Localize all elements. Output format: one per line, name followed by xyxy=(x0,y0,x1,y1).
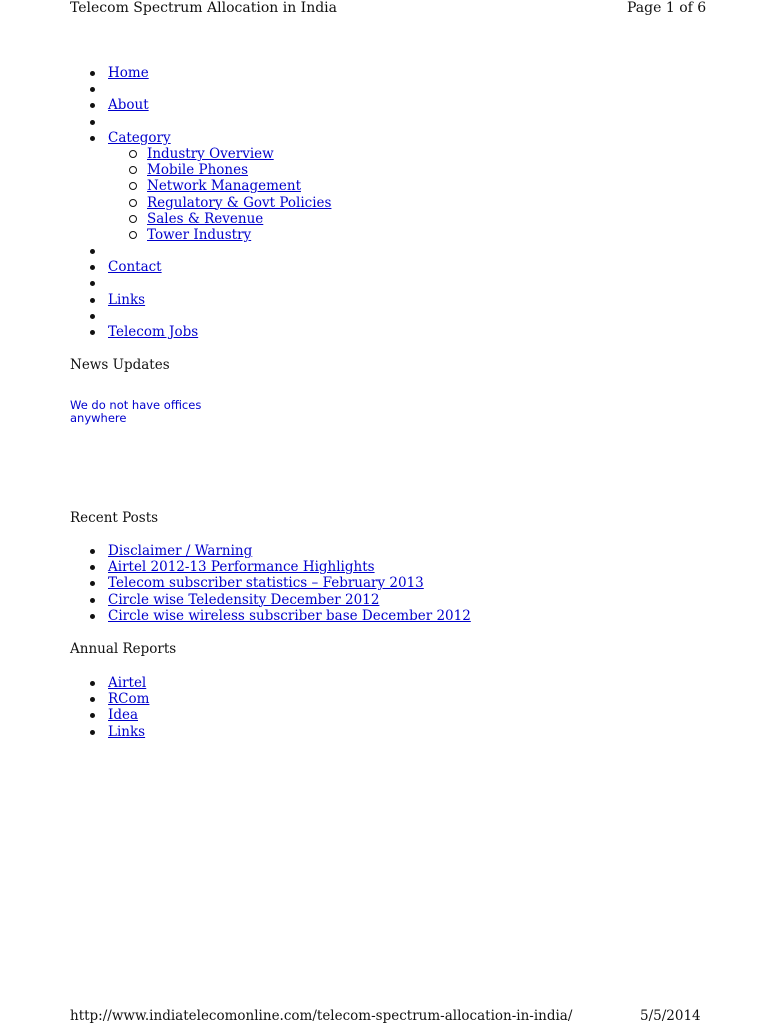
list-item xyxy=(108,707,149,723)
submenu-item xyxy=(147,195,331,211)
footer-date: 5/5/2014 xyxy=(640,1008,701,1024)
annual-reports-title: Annual Reports xyxy=(70,641,177,657)
menu-item-empty xyxy=(108,308,331,324)
industry-overview-link[interactable]: Industry Overview xyxy=(147,145,274,162)
tower-industry-link[interactable]: Tower Industry xyxy=(147,226,252,243)
page-indicator: Page 1 of 6 xyxy=(627,0,707,16)
news-updates-text: We do not have offices anywhere xyxy=(70,398,202,425)
menu-item-empty xyxy=(108,81,331,97)
post-link[interactable]: Airtel 2012-13 Performance Highlights xyxy=(108,559,375,576)
regulatory-govt-policies-link[interactable]: Regulatory & Govt Policies xyxy=(147,194,332,211)
links-link[interactable]: Links xyxy=(108,291,146,308)
post-link[interactable]: Circle wise wireless subscriber base December 2012 xyxy=(108,607,471,624)
telecom-jobs-link[interactable]: Telecom Jobs xyxy=(108,324,199,341)
contact-link[interactable]: Contact xyxy=(108,259,162,276)
list-item xyxy=(108,592,471,608)
list-item xyxy=(108,608,471,624)
submenu-item xyxy=(147,227,331,243)
annual-reports-list xyxy=(108,675,149,740)
category-submenu xyxy=(108,146,331,243)
submenu-item xyxy=(147,162,331,178)
about-link[interactable]: About xyxy=(108,97,149,114)
category-link[interactable]: Category xyxy=(108,129,171,146)
news-updates-title: News Updates xyxy=(70,357,170,373)
main-menu xyxy=(108,65,331,340)
post-link[interactable]: Disclaimer / Warning xyxy=(108,543,253,559)
post-link[interactable]: Telecom subscriber statistics – February 2013 xyxy=(108,575,424,592)
network-management-link[interactable]: Network Management xyxy=(147,178,301,195)
mobile-phones-link[interactable]: Mobile Phones xyxy=(147,162,249,179)
list-item xyxy=(108,724,149,740)
sales-revenue-link[interactable]: Sales & Revenue xyxy=(147,210,264,227)
list-item xyxy=(108,691,149,707)
menu-item-empty xyxy=(108,243,331,259)
home-link[interactable]: Home xyxy=(108,65,149,81)
menu-item-empty xyxy=(108,114,331,130)
report-link[interactable]: Idea xyxy=(108,707,139,724)
list-item xyxy=(108,675,149,691)
footer-url: http://www.indiatelecomonline.com/telecom-spectrum-allocation-in-india/ xyxy=(70,1008,573,1024)
recent-posts-list xyxy=(108,543,471,624)
recent-posts-title: Recent Posts xyxy=(70,510,159,526)
report-link[interactable]: Airtel xyxy=(108,675,147,691)
list-item xyxy=(108,543,471,559)
document-title: Telecom Spectrum Allocation in India xyxy=(70,0,337,16)
menu-item-about xyxy=(108,97,331,113)
report-link[interactable]: Links xyxy=(108,723,146,740)
submenu-item xyxy=(147,146,331,162)
list-item xyxy=(108,559,471,575)
menu-item-telecom-jobs xyxy=(108,324,331,340)
menu-item-category xyxy=(108,130,331,243)
menu-item-contact xyxy=(108,259,331,275)
menu-item-empty xyxy=(108,275,331,291)
menu-item-home xyxy=(108,65,331,81)
submenu-item xyxy=(147,211,331,227)
menu-item-links xyxy=(108,292,331,308)
submenu-item xyxy=(147,178,331,194)
post-link[interactable]: Circle wise Teledensity December 2012 xyxy=(108,591,380,608)
report-link[interactable]: RCom xyxy=(108,691,150,708)
list-item xyxy=(108,575,471,591)
